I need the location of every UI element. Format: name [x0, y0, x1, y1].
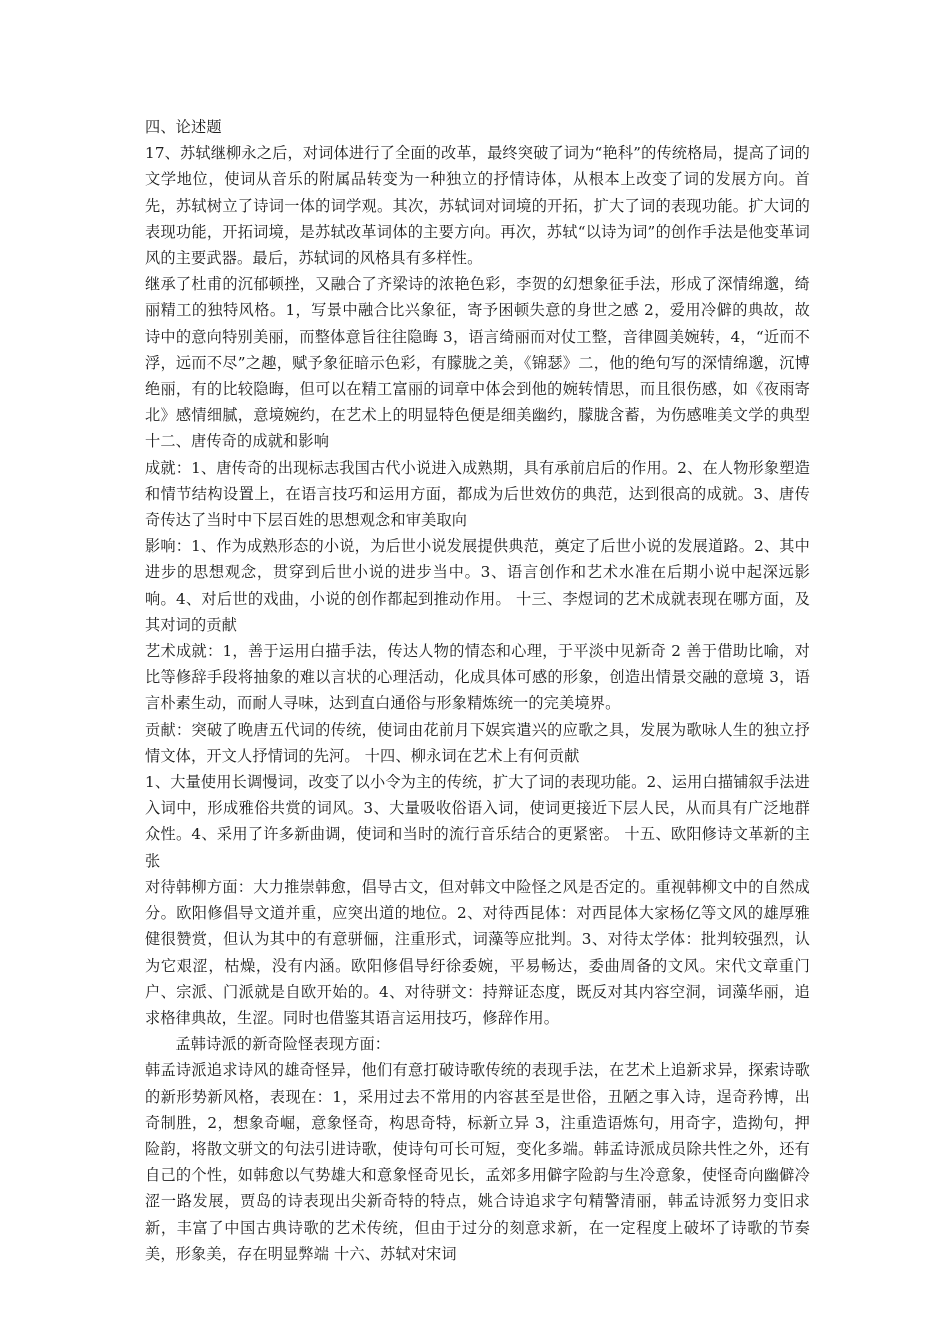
paragraph-liu-yong-contribution: 1、大量使用长调慢词，改变了以小令为主的传统，扩大了词的表现功能。2、运用白描铺叙手法进入词中，形成雅俗共赏的词风。3、大量吸收俗语入词，使词更接近下层人民，从而具有广泛地群众性。4、采用了许多新曲调，使词和当时的流行音乐结合的更紧密。 十五、欧阳修诗文革新的主张: [145, 773, 810, 870]
paragraph-li-yu-art: 艺术成就：1，善于运用白描手法，传达人物的情态和心理，于平淡中见新奇 2 善于借助比喻，对比等修辞手段将抽象的难以言状的心理活动，化成具体可感的形象，创造出情景交融的意境 3，语言朴素生动，而耐人寻味，达到直白通俗与形象精炼统一的完美境界。: [145, 642, 810, 713]
paragraph-su-shi-reform: 17、苏轼继柳永之后，对词体进行了全面的改革，最终突破了词为“艳科”的传统格局，提高了词的文学地位，使词从音乐的附属品转变为一种独立的抒情诗体，从根本上改变了词的发展方向。首先，苏轼树立了诗词一体的词学观。其次，苏轼词对词境的开拓，扩大了词的表现功能。扩大词的表现功能，开拓词境，是苏轼改革词体的主要方向。再次，苏轼“以诗为词”的创作手法是他变革词风的主要武器。最后，苏轼词的风格具有多样性。: [145, 144, 810, 268]
section-heading: 四、论述题: [145, 118, 222, 136]
paragraph-han-meng-school: 韩孟诗派追求诗风的雄奇怪异，他们有意打破诗歌传统的表现手法，在艺术上追新求异，探索诗歌的新形势新风格，表现在：1，采用过去不常用的内容甚至是世俗，丑陋之事入诗，逞奇矜博，出奇制胜，2，想象奇崛，意象怪奇，构思奇特，标新立异 3，注重造语炼句，用奇字，造拗句，押险韵，将散文骈文的句法引进诗歌，使诗句可长可短，变化多端。韩孟诗派成员除共性之外，还有自己的个性，如韩愈以气势雄大和意象怪奇见长，孟郊多用僻字险韵与生冷意象，使怪奇向幽僻冷涩一路发展，贾岛的诗表现出尖新奇特的特点，姚合诗追求字句精警清丽，韩孟诗派努力变旧求新，丰富了中国古典诗歌的艺术传统，但由于过分的刻意求新，在一定程度上破坏了诗歌的节奏美，形象美，存在明显弊端 十六、苏轼对宋词: [145, 1061, 810, 1263]
paragraph-tang-chuanqi-achievement: 成就：1、唐传奇的出现标志我国古代小说进入成熟期，具有承前启后的作用。2、在人物形象塑造和情节结构设置上，在语言技巧和运用方面，都成为后世效仿的典范，达到很高的成就。3、唐传奇传达了当时中下层百姓的思想观念和审美取向: [145, 458, 810, 530]
paragraph-li-yu-contribution: 贡献：突破了晚唐五代词的传统，使词由花前月下娱宾遣兴的应歌之具，发展为歌咏人生的独立抒情文体，开文人抒情词的先河。 十四、柳永词在艺术上有何贡献: [145, 720, 810, 765]
paragraph-li-shangyin-style: 继承了杜甫的沉郁顿挫，又融合了齐梁诗的浓艳色彩，李贺的幻想象征手法，形成了深情绵邈，绮丽精工的独特风格。1，写景中融合比兴象征，寄予困顿失意的身世之感 2，爱用冷僻的典故，故诗中的意向特别美丽，而整体意旨往往隐晦 3，语言绮丽而对仗工整，音律圆美婉转，4，“近而不浮，远而不尽”之趣，赋予象征暗示色彩，有朦胧之美，《锦瑟》二，他的绝句写的深情绵邈，沉博绝丽，有的比较隐晦，但可以在精工富丽的词章中体会到他的婉转情思，而且很伤感，如《夜雨寄北》感情细腻，意境婉约，在艺术上的明显特色便是细美幽约，朦胧含蓄，为伤感唯美文学的典型 十二、唐传奇的成就和影响: [145, 275, 810, 451]
document-page: [145, 114, 810, 1267]
subheading-han-meng-school: 孟韩诗派的新奇险怪表现方面：: [175, 1035, 391, 1054]
paragraph-ouyang-xiu-views: 对待韩柳方面：大力推崇韩愈，倡导古文，但对韩文中险怪之风是否定的。重视韩柳文中的自然成分。欧阳修倡导文道并重，应突出道的地位。2、对待西昆体：对西昆体大家杨亿等文风的雄厚雅健很赞赏，但认为其中的有意骈俪，注重形式，词藻等应批判。3、对待太学体：批判较强烈，认为它艰涩，枯燥，没有内涵。欧阳修倡导纡徐委婉，平易畅达，委曲周备的文风。宋代文章重门户、宗派、门派就是自欧开始的。4、对待骈文：持辩证态度，既反对其内容空洞，词藻华丽，追求格律典故，生涩。同时也借鉴其语言运用技巧，修辞作用。: [145, 877, 810, 1027]
paragraph-tang-chuanqi-influence: 影响：1、作为成熟形态的小说，为后世小说发展提供典范，奠定了后世小说的发展道路。2、其中进步的思想观念，贯穿到后世小说的进步当中。3、语言创作和艺术水准在后期小说中起深远影响。4、对后世的戏曲，小说的创作都起到推动作用。 十三、李煜词的艺术成就表现在哪方面，及其对词的贡献: [145, 537, 810, 634]
